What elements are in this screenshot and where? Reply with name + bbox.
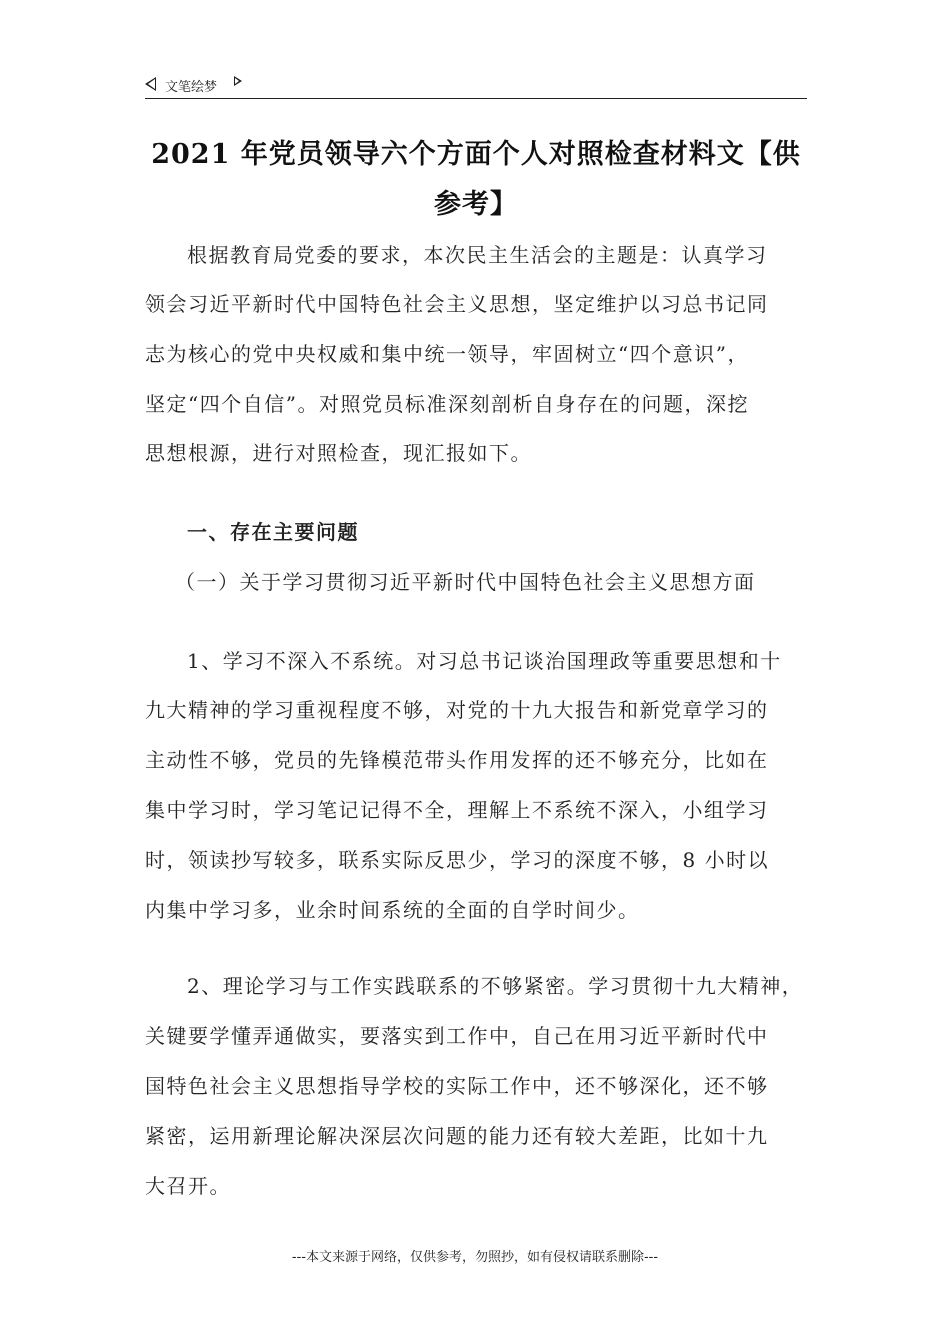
item1-line: 九大精神的学习重视程度不够，对党的十九大报告和新党章学习的 [145, 698, 769, 722]
item2-line: 大召开。 [145, 1174, 231, 1198]
section-heading: 一、存在主要问题 [187, 520, 359, 544]
item2-line: 紧密，运用新理论解决深层次问题的能力还有较大差距，比如十九 [145, 1124, 769, 1148]
triangle-right-icon [234, 76, 242, 86]
item2-line: 2、理论学习与工作实践联系的不够紧密。学习贯彻十九大精神， [187, 974, 804, 998]
item2-line: 关键要学懂弄通做实，要落实到工作中，自己在用习近平新时代中 [145, 1024, 769, 1048]
document-title-line-2: 参考】 [434, 189, 518, 220]
intro-line: 志为核心的党中央权威和集中统一领导，牢固树立“四个意识”， [145, 342, 749, 366]
section-subheading: （一）关于学习贯彻习近平新时代中国特色社会主义思想方面 [175, 570, 756, 594]
page-header [145, 74, 807, 99]
header-brand: 文笔绘梦 [165, 80, 218, 95]
item1-line: 1、学习不深入不系统。对习总书记谈治国理政等重要思想和十 [187, 649, 782, 673]
intro-line: 领会习近平新时代中国特色社会主义思想，坚定维护以习总书记同 [145, 292, 769, 316]
item1-line: 主动性不够，党员的先锋模范带头作用发挥的还不够充分，比如在 [145, 748, 769, 772]
intro-line: 根据教育局党委的要求，本次民主生活会的主题是：认真学习 [187, 243, 768, 267]
item1-line: 内集中学习多，业余时间系统的全面的自学时间少。 [145, 898, 640, 922]
item1-line: 时，领读抄写较多，联系实际反思少，学习的深度不够，8 小时以 [145, 848, 770, 872]
page-footer-disclaimer: ---本文来源于网络，仅供参考，勿照抄，如有侵权请联系删除--- [291, 1250, 659, 1265]
intro-line: 思想根源，进行对照检查，现汇报如下。 [145, 441, 532, 465]
item2-line: 国特色社会主义思想指导学校的实际工作中，还不够深化，还不够 [145, 1074, 769, 1098]
item1-line: 集中学习时，学习笔记记得不全，理解上不系统不深入，小组学习 [145, 798, 769, 822]
triangle-left-icon [145, 77, 156, 91]
document-title-line-1: 2021 年党员领导六个方面个人对照检查材料文【供 [151, 139, 801, 170]
intro-line: 坚定“四个自信”。对照党员标准深刻剖析自身存在的问题，深挖 [145, 392, 749, 416]
